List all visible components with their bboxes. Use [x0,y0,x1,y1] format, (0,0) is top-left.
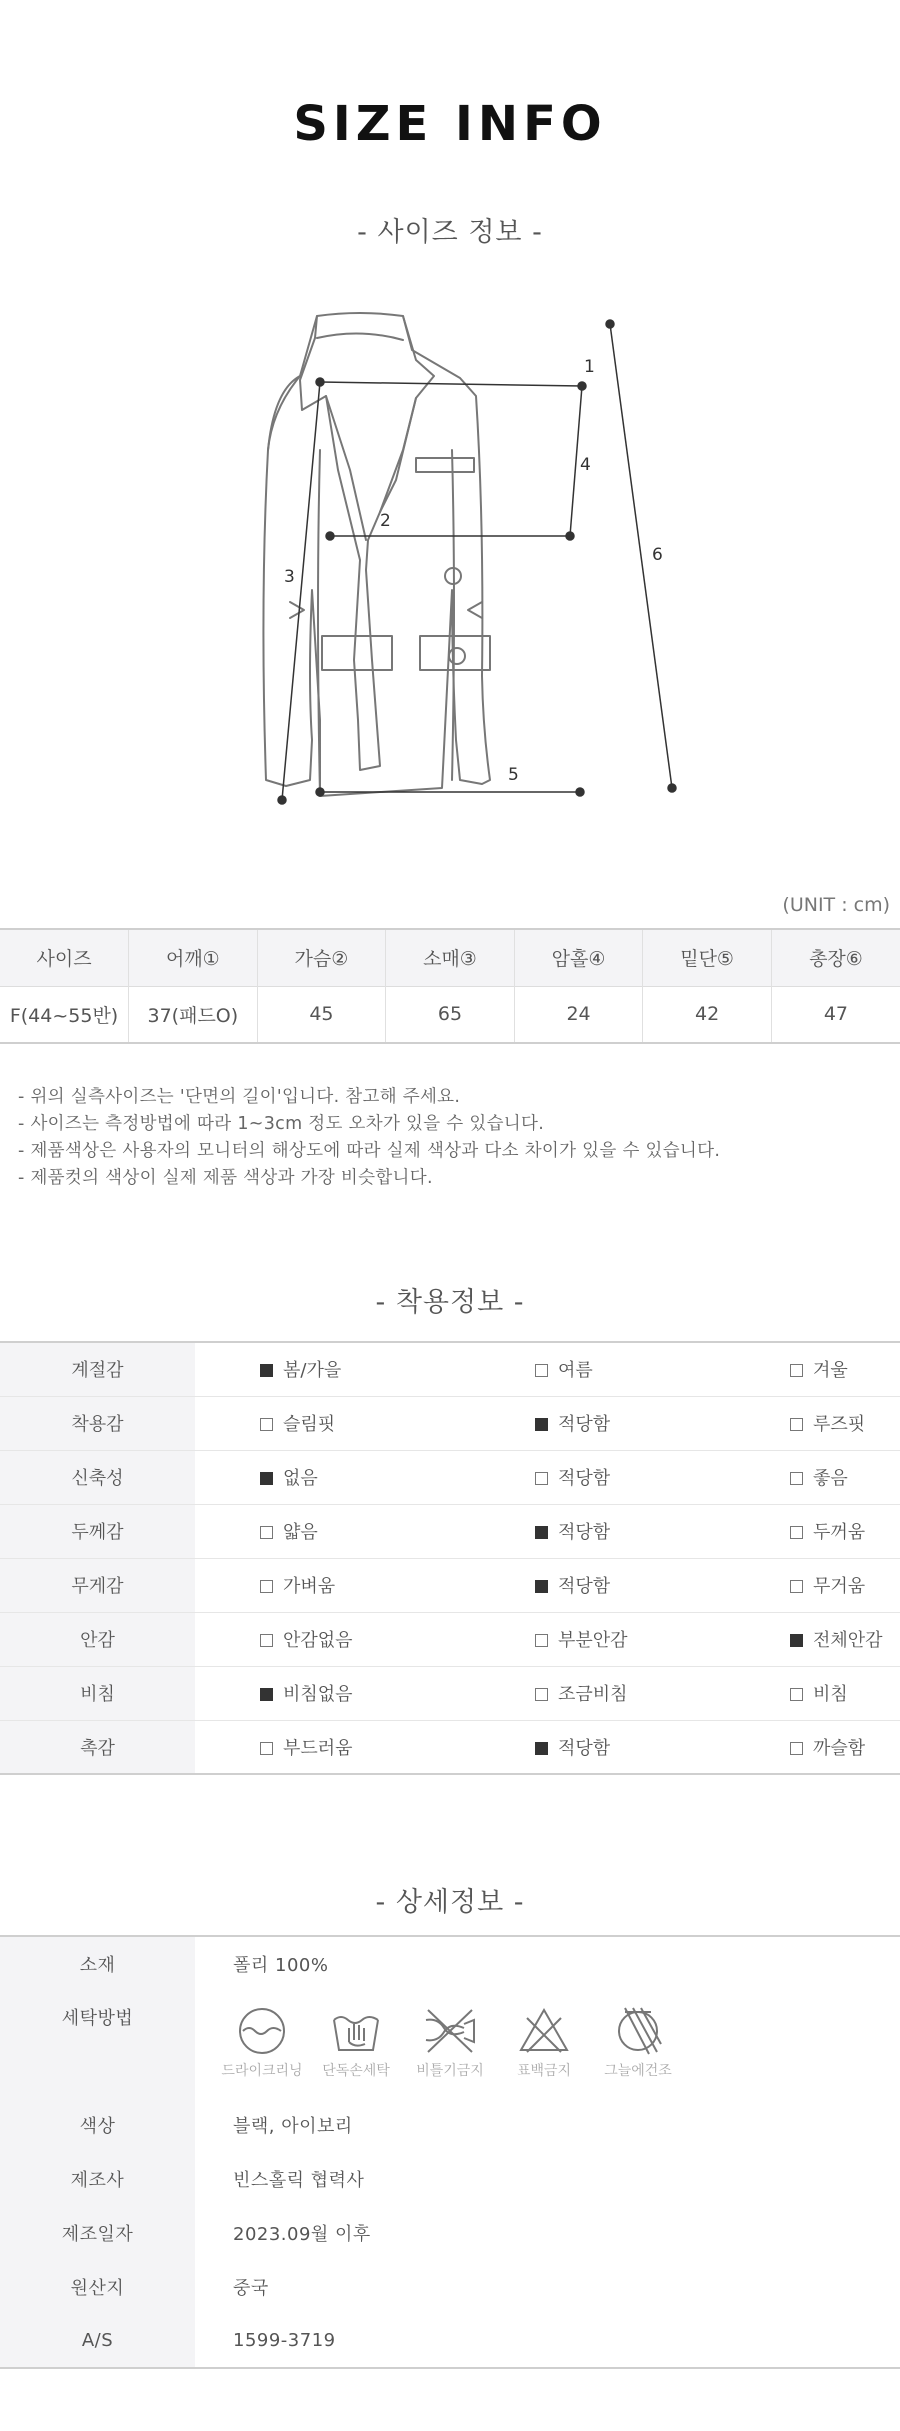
size-table-header [0,929,900,986]
jacket-diagram [220,300,700,830]
fit-label: 계절감 [0,1342,195,1396]
fit-option-text: 봄/가을 [283,1360,342,1382]
fit-option [195,1666,430,1720]
fit-option-text: 두꺼움 [813,1522,866,1543]
checked-box-icon [260,1472,273,1485]
unchecked-box-icon [790,1364,803,1377]
fit-option [665,1666,900,1720]
wash-item [403,2000,497,2080]
header-cell: 사이즈 [36,948,92,971]
detail-label: 원산지 [0,2260,195,2314]
fit-row [0,1504,900,1558]
table-cell: 42 [643,986,772,1043]
unchecked-box-icon [790,1418,803,1431]
fit-option [665,1612,900,1666]
table-cell: 24 [514,986,643,1043]
table-row [0,986,900,1043]
table-cell: 47 [771,986,900,1043]
detail-row-material [0,1936,900,1990]
fit-option [430,1666,665,1720]
fit-row [0,1396,900,1450]
detail-row-as [0,2314,900,2368]
unchecked-box-icon [260,1526,273,1539]
fit-option-text: 부드러움 [283,1737,353,1759]
checked-box-icon [260,1688,273,1701]
no-wring-icon [420,2006,480,2056]
fit-option [430,1720,665,1774]
fit-option-text: 가벼움 [283,1576,336,1597]
note-item: - 위의 실측사이즈는 '단면의 길이'입니다. 참고해 주세요. [18,1087,461,1107]
unchecked-box-icon [260,1742,273,1755]
fit-label: 신축성 [0,1450,195,1504]
detail-label: 제조일자 [0,2206,195,2260]
fit-option [195,1720,430,1774]
fit-table [0,1341,900,1775]
checked-box-icon [535,1526,548,1539]
fit-option-text: 적당함 [558,1414,611,1435]
table-cell: F(44~55반) [9,1004,119,1027]
fit-label: 두께감 [0,1504,195,1558]
fit-option [665,1558,900,1612]
checked-box-icon [535,1580,548,1593]
fit-option [665,1450,900,1504]
unchecked-box-icon [535,1472,548,1485]
header-cell: 암홀④ [514,929,643,986]
fit-section-title: - 착용정보 - [375,1287,525,1318]
fit-option [195,1450,430,1504]
size-section-title: - 사이즈 정보 - [357,217,543,248]
fit-option [430,1612,665,1666]
fit-option [430,1396,665,1450]
diagram-label-6: 6 [652,545,663,565]
detail-row-date [0,2206,900,2260]
detail-row-color [0,2098,900,2152]
fit-option [665,1396,900,1450]
fit-option-text: 무거움 [813,1576,866,1597]
unchecked-box-icon [790,1526,803,1539]
diagram-label-2: 2 [380,511,391,531]
detail-row-manufacturer [0,2152,900,2206]
checked-box-icon [790,1634,803,1647]
wash-icons [215,2000,900,2080]
page-title: SIZE INFO [293,96,607,152]
fit-option-text: 좋음 [813,1468,848,1489]
detail-label: 소재 [0,1936,195,1990]
fit-option-text: 조금비침 [558,1684,628,1705]
shade-dry-icon [611,2006,665,2056]
detail-label: 제조사 [0,2152,195,2206]
note-item: - 사이즈는 측정방법에 따라 1~3cm 정도 오차가 있을 수 있습니다. [18,1114,545,1134]
left-pocket [322,636,392,670]
notes-list [18,1084,720,1192]
fit-option-text: 적당함 [558,1522,611,1543]
fit-option-text: 없음 [283,1468,318,1489]
fit-label: 촉감 [0,1720,195,1774]
fit-option-text: 부분안감 [558,1630,628,1651]
fit-row [0,1720,900,1774]
fit-option-text: 비침없음 [283,1684,353,1705]
diagram-label-1: 1 [584,357,595,377]
unchecked-box-icon [260,1634,273,1647]
fit-option-text: 얇음 [283,1522,318,1543]
header-cell: 소매③ [386,929,515,986]
table-cell: 37(패드O) [129,986,258,1043]
fit-option [430,1450,665,1504]
dry-clean-icon [235,2006,289,2056]
wash-item [497,2000,591,2080]
unit-label: (UNIT : cm) [782,894,890,916]
detail-value: 중국 [233,2278,269,2299]
header-cell: 총장⑥ [771,929,900,986]
detail-label: 색상 [0,2098,195,2152]
fit-option-text: 루즈핏 [813,1414,866,1435]
fit-row [0,1342,900,1396]
detail-section-title: - 상세정보 - [375,1887,525,1918]
unchecked-box-icon [535,1634,548,1647]
detail-label: A/S [0,2314,195,2368]
button-bottom [449,648,465,664]
note-item: - 제품색상은 사용자의 모니터의 해상도에 따라 실제 색상과 다소 차이가 있을 수 있습니다. [18,1141,721,1161]
unchecked-box-icon [790,1580,803,1593]
checked-box-icon [260,1364,273,1377]
unchecked-box-icon [260,1418,273,1431]
detail-value: 블랙, 아이보리 [233,2116,353,2137]
fit-label: 비침 [0,1666,195,1720]
checked-box-icon [535,1742,548,1755]
header-cell: 밑단⑤ [643,929,772,986]
fit-option [665,1342,900,1396]
left-sleeve [268,376,300,450]
wash-label: 드라이크리닝 [221,2063,303,2079]
fit-option-text: 겨울 [813,1360,848,1382]
header-cell: 가슴② [257,929,386,986]
fit-option [195,1342,430,1396]
diagram-label-5: 5 [508,765,519,785]
detail-row-origin [0,2260,900,2314]
diagram-label-4: 4 [580,455,591,475]
unchecked-box-icon [790,1742,803,1755]
fit-option-text: 안감없음 [283,1630,353,1651]
fit-option [665,1720,900,1774]
detail-table [0,1935,900,2369]
detail-value: 빈스홀릭 협력사 [233,2170,365,2191]
fit-option-text: 적당함 [558,1737,611,1759]
fit-label: 착용감 [0,1396,195,1450]
detail-row-washing [0,1990,900,2098]
size-table [0,928,900,1044]
wash-item [591,2000,685,2080]
right-pocket [420,636,490,670]
unchecked-box-icon [535,1364,548,1377]
fit-option [665,1504,900,1558]
fit-option-text: 적당함 [558,1576,611,1597]
note-item: - 제품컷의 색상이 실제 제품 색상과 가장 비슷합니다. [18,1168,433,1188]
detail-label: 세탁방법 [0,1990,195,2098]
unchecked-box-icon [260,1580,273,1593]
table-cell: 45 [257,986,386,1043]
fit-option [195,1558,430,1612]
wash-label: 비틀기금지 [416,2063,484,2079]
detail-value: 폴리 100% [233,1954,329,1976]
unchecked-box-icon [790,1688,803,1701]
fit-row [0,1558,900,1612]
fit-option [430,1558,665,1612]
fit-option [195,1612,430,1666]
wash-label: 그늘에건조 [604,2063,672,2079]
wash-item [215,2000,309,2080]
fit-option-text: 전체안감 [813,1630,883,1651]
fit-label: 무게감 [0,1558,195,1612]
header-cell: 어깨① [129,929,258,986]
fit-option [195,1396,430,1450]
hand-wash-icon [329,2006,383,2056]
fit-row [0,1666,900,1720]
chest-pocket [416,458,474,472]
fit-option [195,1504,430,1558]
wash-label: 단독손세탁 [322,2063,390,2079]
fit-label: 안감 [0,1612,195,1666]
unchecked-box-icon [790,1472,803,1485]
no-bleach-icon [517,2006,571,2056]
fit-option-text: 여름 [558,1360,593,1382]
wash-item [309,2000,403,2080]
table-cell: 65 [386,986,515,1043]
fit-row [0,1612,900,1666]
wash-label: 표백금지 [516,2063,572,2079]
fit-option-text: 슬림핏 [283,1414,336,1435]
detail-value: 1599-3719 [233,2330,336,2351]
fit-option-text: 적당함 [558,1468,611,1489]
fit-option-text: 까슬함 [813,1737,866,1759]
unchecked-box-icon [535,1688,548,1701]
fit-option [430,1504,665,1558]
fit-option [430,1342,665,1396]
fit-option-text: 비침 [813,1684,848,1705]
checked-box-icon [535,1418,548,1431]
detail-value: 2023.09월 이후 [233,2224,371,2245]
diagram-label-3: 3 [284,567,295,587]
fit-row [0,1450,900,1504]
